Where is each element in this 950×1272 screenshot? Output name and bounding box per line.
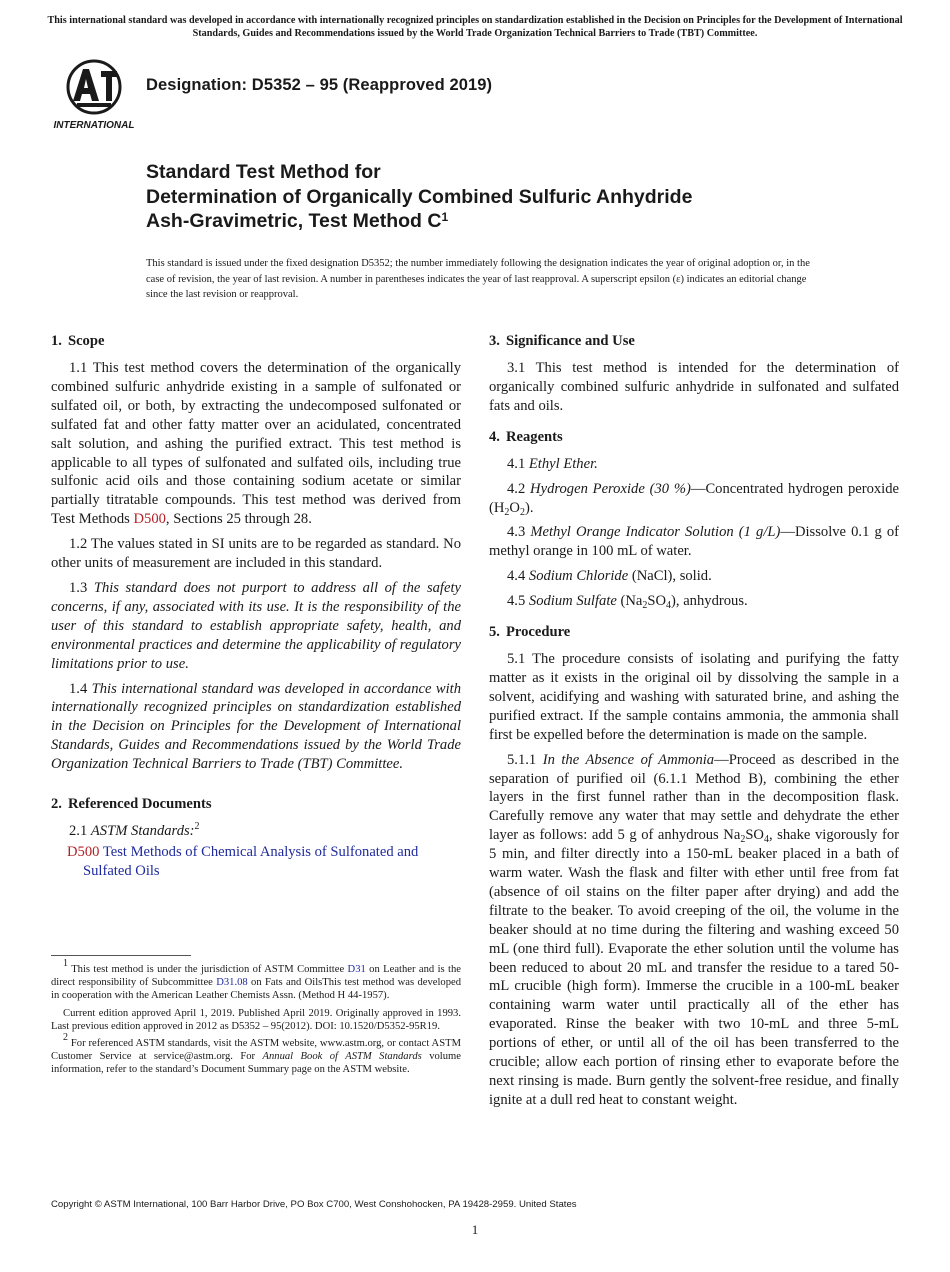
reagent-4-5: 4.5 Sodium Sulfate $(Na_2SO_4)$, anhydrous. (507, 593, 748, 612)
paragraph-1-1: 1.1 This test method covers the determination of the organically combined sulfuric anhydride existing in a sample of sulfonated or sulfated oil, or both, by extracting the undecomposed sulfonated or sulfated fat and other fatty matter over an acidulated, concentrated salt solution, and ashing the purified extract. This test method is applicable to all types of sulfonated and sulfated oils, including true sulfonic acid oils and those containing sodium acetate or similar partially titratable compounds. This test method was derived from Test Methods D500, Sections 25 through 28. (51, 360, 461, 528)
paragraph-3-1: 3.1 This test method is intended for the determination of organically combined sulfuric anhydride in sulfonated and sulfated fats and oils. (489, 360, 899, 414)
reagent-4-3: 4.3 Methyl Orange Indicator Solution (1 g/L)—Dissolve 0.1 g of methyl orange in 100 mL of water. (489, 524, 900, 560)
section-heading: 1. Scope (51, 333, 105, 349)
document-title (146, 160, 866, 234)
issuance-note: This standard is issued under the fixed designation D5352; the number immediately following the designation indicates the year of original adoption or, in the case of revision, the year of last revision. A number in parentheses indicates the year of last reapproval. A superscript epsilon (ε) indicates an editorial change since the last revision or reapproval. (146, 258, 810, 300)
section-scope (51, 331, 461, 774)
section-significance (489, 331, 899, 416)
reagent-4-1: 4.1 Ethyl Ether. (507, 455, 598, 472)
link-d31[interactable]: D31 (347, 964, 366, 975)
left-column (51, 331, 461, 892)
reference-d500[interactable]: D500 Test Methods of Chemical Analysis of Sulfonated and Sulfated Oils (67, 843, 419, 879)
footnote-1: $^1$ This test method is under the jurisdiction of ASTM Committee D31 on Leather and is the direct responsibility of Subcommittee D31.08 on Fats and OilsThis test method was developed in cooperation with the American Leather Chemists Assn. (Method H 44-1957). (51, 958, 461, 1002)
footnote-2: $^2$ For referenced ASTM standards, visit the ASTM website, www.astm.org, or contact ASTM Customer Service at service@astm.org. For Annual Book of ASTM Standards volume information, refer to the standard’s Document Summary page on the ASTM website. (51, 1032, 461, 1076)
title-line-3: Ash-Gravimetric, Test Method $C^1$ (146, 210, 449, 232)
section-referenced-documents (51, 794, 461, 881)
section-heading: 3. Significance and Use (489, 333, 635, 349)
title-line-2: Determination of Organically Combined Sulfuric Anhydride (146, 185, 693, 208)
section-procedure (489, 622, 899, 1110)
section-heading: 4. Reagents (489, 428, 563, 445)
paragraph-5-1: 5.1 The procedure consists of isolating and purifying the fatty matter as it exists in the original oil by dissolving the sample in a solvent, acidifying and washing with saturated brine, and ashing the purified extract. If the sample contains ammonia, the ammonia shall first be expelled before the determination is made on the sample. (489, 651, 899, 743)
right-column (489, 331, 899, 1121)
paragraph-1-2: 1.2 The values stated in SI units are to be regarded as standard. No other units of measurement are included in this standard. (51, 536, 461, 572)
paragraph-1-3: 1.3 This standard does not purport to address all of the safety concerns, if any, associated with its use. It is the responsibility of the user of this standard to establish appropriate safety, health, and environmental practices and determine the applicability of regulatory limitations prior to use. (51, 579, 461, 672)
section-reagents (489, 427, 899, 611)
title-line-1: Standard Test Method for (146, 161, 381, 183)
reagent-4-4: 4.4 Sodium Chloride (NaCl), solid. (507, 568, 712, 585)
footnotes (51, 958, 461, 1081)
reagent-4-2: 4.2 Hydrogen Peroxide (30 %)—Concentrated hydrogen peroxide $(H_2O_2)$. (489, 480, 899, 518)
paragraph-5-1-1: 5.1.1 In the Absence of Ammonia—Proceed as described in the separation of purified oil (6.1.1 Method B), combining the ether layers in the first funnel rather than in the decomposition flask. Carefully remove any water that may settle and dehydrate the ether layer as follows: add 5 g of anhydrous $Na_2SO_4$, shake vigorously for 5 min, and filter directly into a 150-mL beaker placed in a bath of warm water. Wash the flask and filter with ether until free from fat (absence of oil stains on the filter paper after drying) and add the filtrate to the beaker. To avoid creeping of the oil, the volume in the beaker should at no time during the filtering and washing exceed 50 mL (one third full). Evaporate the ether solution until the volume has been reduced to about 20 mL and transfer the residue to a tared 50-mL crucible (high form). Immerse the crucible in a 100-mL beaker containing warm water until practically all of the ether has evaporated. Rinse the beaker with two 10-mL and three 5-mL portions of ether, or until all of the oil has been transferred to the crucible; allow each portion of rinsing ether to evaporate before the next rinsing is made. Burn gently the solvent-free residue, and finally ignite at a dull red heat to constant weight. (489, 751, 899, 1108)
paragraph-2-1: 2.1 ASTM Standards:$^2$ (69, 821, 200, 840)
copyright-line: Copyright © ASTM International, 100 Barr Harbor Drive, PO Box C700, West Conshohocken, PA 19428-2959. United States (51, 1199, 577, 1210)
link-d500[interactable]: D500 (133, 511, 166, 528)
logo-text: INTERNATIONAL (53, 120, 135, 131)
top-notice: This international standard was developed in accordance with internationally recognized principles on standardization established in the Decision on Principles for the Development of International Standards, Guides and Recommendations issued by the World Trade Organization Technical Barriers to Trade (TBT) Committee. (47, 15, 903, 39)
section-heading: 5. Procedure (489, 624, 571, 641)
footnote-1-edition: Current edition approved April 1, 2019. Published April 2019. Originally approved in 1993. Last previous edition approved in 2012 as D5352 – 95(2012). DOI: 10.1520/D5352-95R19. (51, 1007, 461, 1032)
astm-logo (53, 57, 135, 131)
link-d31-08[interactable]: D31.08 (216, 977, 248, 989)
page-number: 1 (471, 1222, 479, 1237)
astm-logo-icon (68, 61, 120, 113)
section-heading: 2. Referenced Documents (51, 796, 212, 813)
paragraph-1-4: 1.4 This international standard was developed in accordance with internationally recognized principles on standardization established in the Decision on Principles for the Development of International Standards, Guides and Recommendations issued by the World Trade Organization Technical Barriers to Trade (TBT) Committee. (51, 680, 462, 773)
footnote-divider (51, 955, 191, 956)
designation: Designation: D5352 – 95 (Reapproved 2019) (146, 76, 493, 94)
